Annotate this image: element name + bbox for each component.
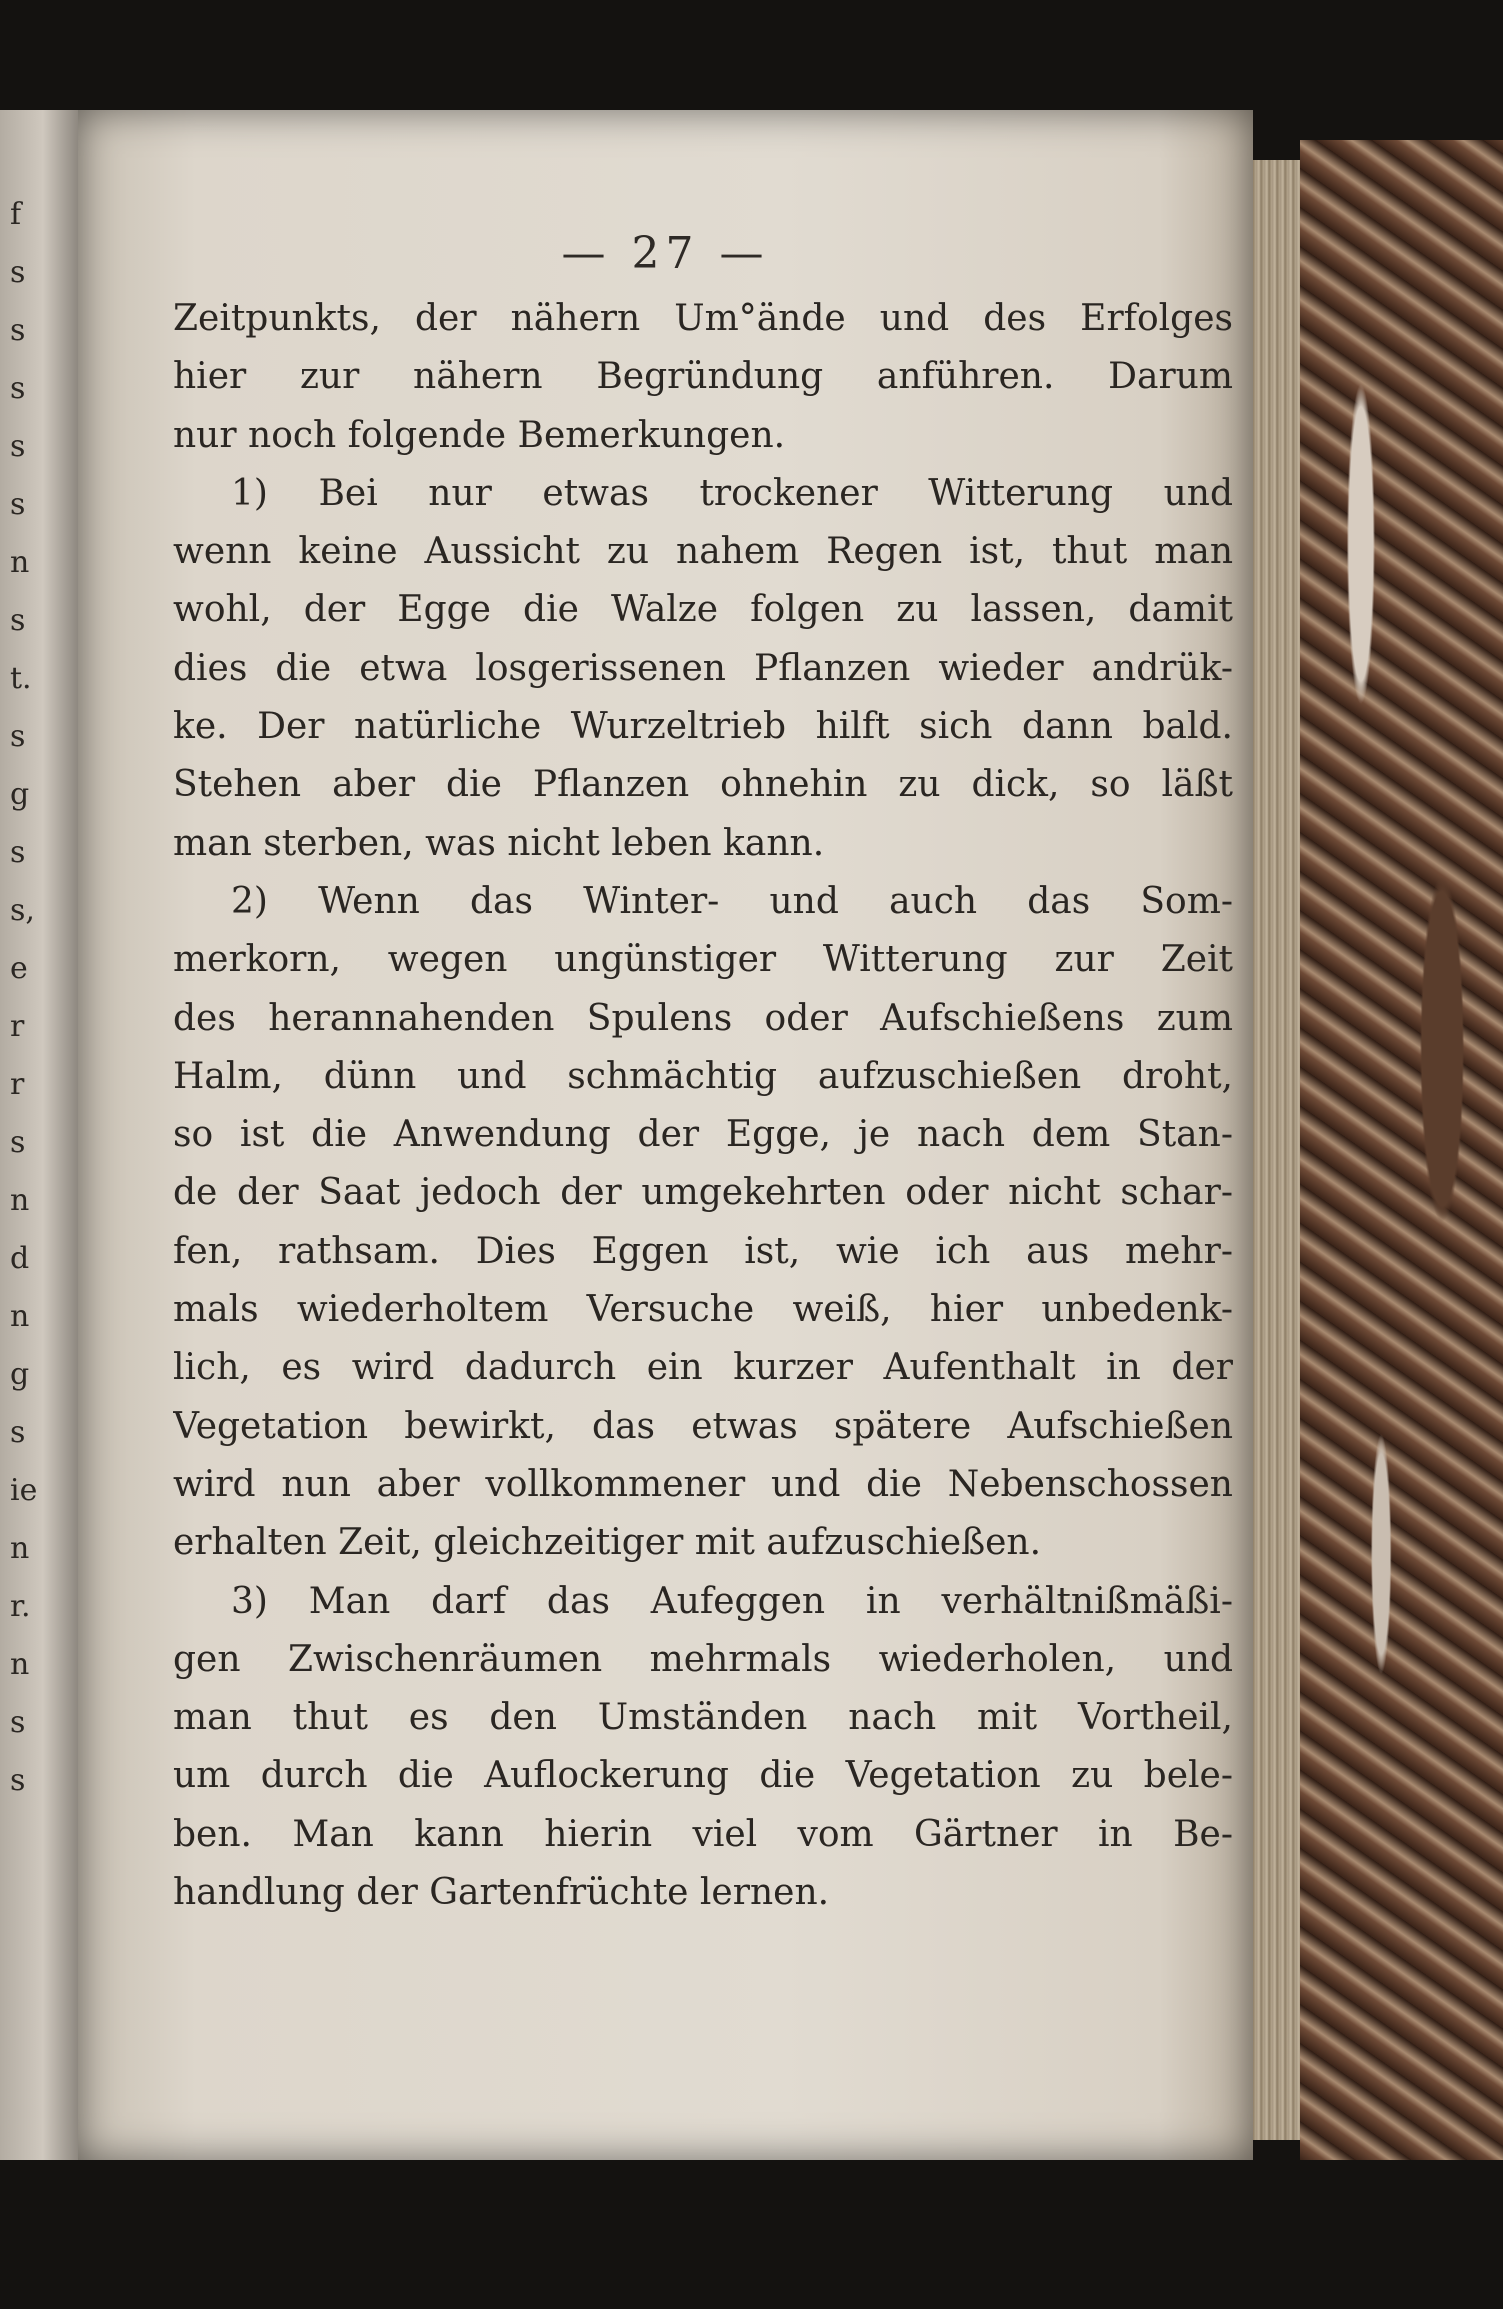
paragraph-start-line: 3) Man darf das Aufeggen in verhältnißmäßi- bbox=[231, 1580, 1233, 1622]
margin-fragment: s, bbox=[10, 893, 35, 928]
margin-fragment: s bbox=[10, 313, 26, 348]
page-number-header: — 27 — bbox=[561, 228, 770, 279]
margin-fragment: g bbox=[10, 1357, 30, 1392]
margin-fragment: r bbox=[10, 1009, 25, 1044]
text-line: man sterben, was nicht leben kann. bbox=[173, 822, 825, 864]
margin-fragment: n bbox=[10, 1183, 30, 1218]
margin-fragment: s bbox=[10, 1763, 26, 1798]
text-line: des herannahenden Spulens oder Aufschießens zum bbox=[173, 997, 1233, 1039]
margin-fragment: r. bbox=[10, 1589, 31, 1624]
margin-fragment: d bbox=[10, 1241, 30, 1276]
margin-fragment: s bbox=[10, 371, 26, 406]
text-line: de der Saat jedoch der umgekehrten oder nicht schar- bbox=[173, 1172, 1233, 1214]
margin-fragment: f bbox=[10, 197, 22, 232]
text-line: lich, es wird dadurch ein kurzer Aufenthalt in der bbox=[173, 1347, 1233, 1389]
book-page bbox=[78, 110, 1253, 2160]
text-line: so ist die Anwendung der Egge, je nach dem Stan- bbox=[173, 1114, 1233, 1156]
margin-fragment: s bbox=[10, 255, 26, 290]
margin-fragment: t. bbox=[10, 661, 32, 696]
margin-fragment: s bbox=[10, 719, 26, 754]
text-line: um durch die Auflockerung die Vegetation zu bele- bbox=[173, 1755, 1233, 1797]
text-line: dies die etwa losgerissenen Pflanzen wieder andrük- bbox=[173, 647, 1233, 689]
text-line: ke. Der natürliche Wurzeltrieb hilft sich dann bald. bbox=[173, 706, 1233, 748]
paragraph-start-line: 2) Wenn das Winter- und auch das Som- bbox=[231, 880, 1233, 922]
margin-fragment: s bbox=[10, 835, 26, 870]
page-body bbox=[173, 290, 1233, 1922]
margin-fragment: g bbox=[10, 777, 30, 812]
margin-fragment: e bbox=[10, 951, 28, 986]
text-line: ben. Man kann hierin viel vom Gärtner in Be- bbox=[173, 1813, 1233, 1855]
text-line: wird nun aber vollkommener und die Nebenschossen bbox=[173, 1463, 1233, 1505]
text-line: Stehen aber die Pflanzen ohnehin zu dick, so läßt bbox=[173, 764, 1233, 806]
text-line: handlung der Gartenfrüchte lernen. bbox=[173, 1872, 830, 1914]
text-line: merkorn, wegen ungünstiger Witterung zur Zeit bbox=[173, 939, 1233, 981]
text-line: hier zur nähern Begründung anführen. Darum bbox=[173, 356, 1233, 398]
margin-fragment: s bbox=[10, 1125, 26, 1160]
text-line: Halm, dünn und schmächtig aufzuschießen droht, bbox=[173, 1055, 1233, 1097]
margin-fragment: s bbox=[10, 1705, 26, 1740]
margin-fragment: n bbox=[10, 545, 30, 580]
margin-fragment: s bbox=[10, 603, 26, 638]
text-line: mals wiederholtem Versuche weiß, hier unbedenk- bbox=[173, 1289, 1233, 1331]
margin-fragment: ie bbox=[10, 1473, 38, 1508]
text-line: wenn keine Aussicht zu nahem Regen ist, thut man bbox=[173, 531, 1233, 573]
paragraph-start-line: 1) Bei nur etwas trockener Witterung und bbox=[231, 472, 1233, 514]
margin-fragment: s bbox=[10, 487, 26, 522]
margin-fragment: n bbox=[10, 1531, 30, 1566]
text-line: Vegetation bewirkt, das etwas spätere Aufschießen bbox=[173, 1405, 1233, 1447]
margin-fragment: n bbox=[10, 1647, 30, 1682]
text-line: wohl, der Egge die Walze folgen zu lassen, damit bbox=[173, 589, 1233, 631]
margin-fragment: s bbox=[10, 429, 26, 464]
margin-fragment: r bbox=[10, 1067, 25, 1102]
text-line: fen, rathsam. Dies Eggen ist, wie ich aus mehr- bbox=[173, 1230, 1233, 1272]
marbled-cover bbox=[1300, 140, 1503, 2160]
text-line: Zeitpunkts, der nähern Um°ände und des Erfolges bbox=[173, 298, 1233, 339]
text-line: man thut es den Umständen nach mit Vortheil, bbox=[173, 1697, 1233, 1739]
text-line: nur noch folgende Bemerkungen. bbox=[173, 414, 786, 456]
margin-fragment: n bbox=[10, 1299, 30, 1334]
text-line: erhalten Zeit, gleichzeitiger mit aufzuschießen. bbox=[173, 1522, 1042, 1564]
margin-fragment: s bbox=[10, 1415, 26, 1450]
previous-page-edge bbox=[0, 110, 78, 2160]
text-line: gen Zwischenräumen mehrmals wiederholen, und bbox=[173, 1638, 1233, 1680]
